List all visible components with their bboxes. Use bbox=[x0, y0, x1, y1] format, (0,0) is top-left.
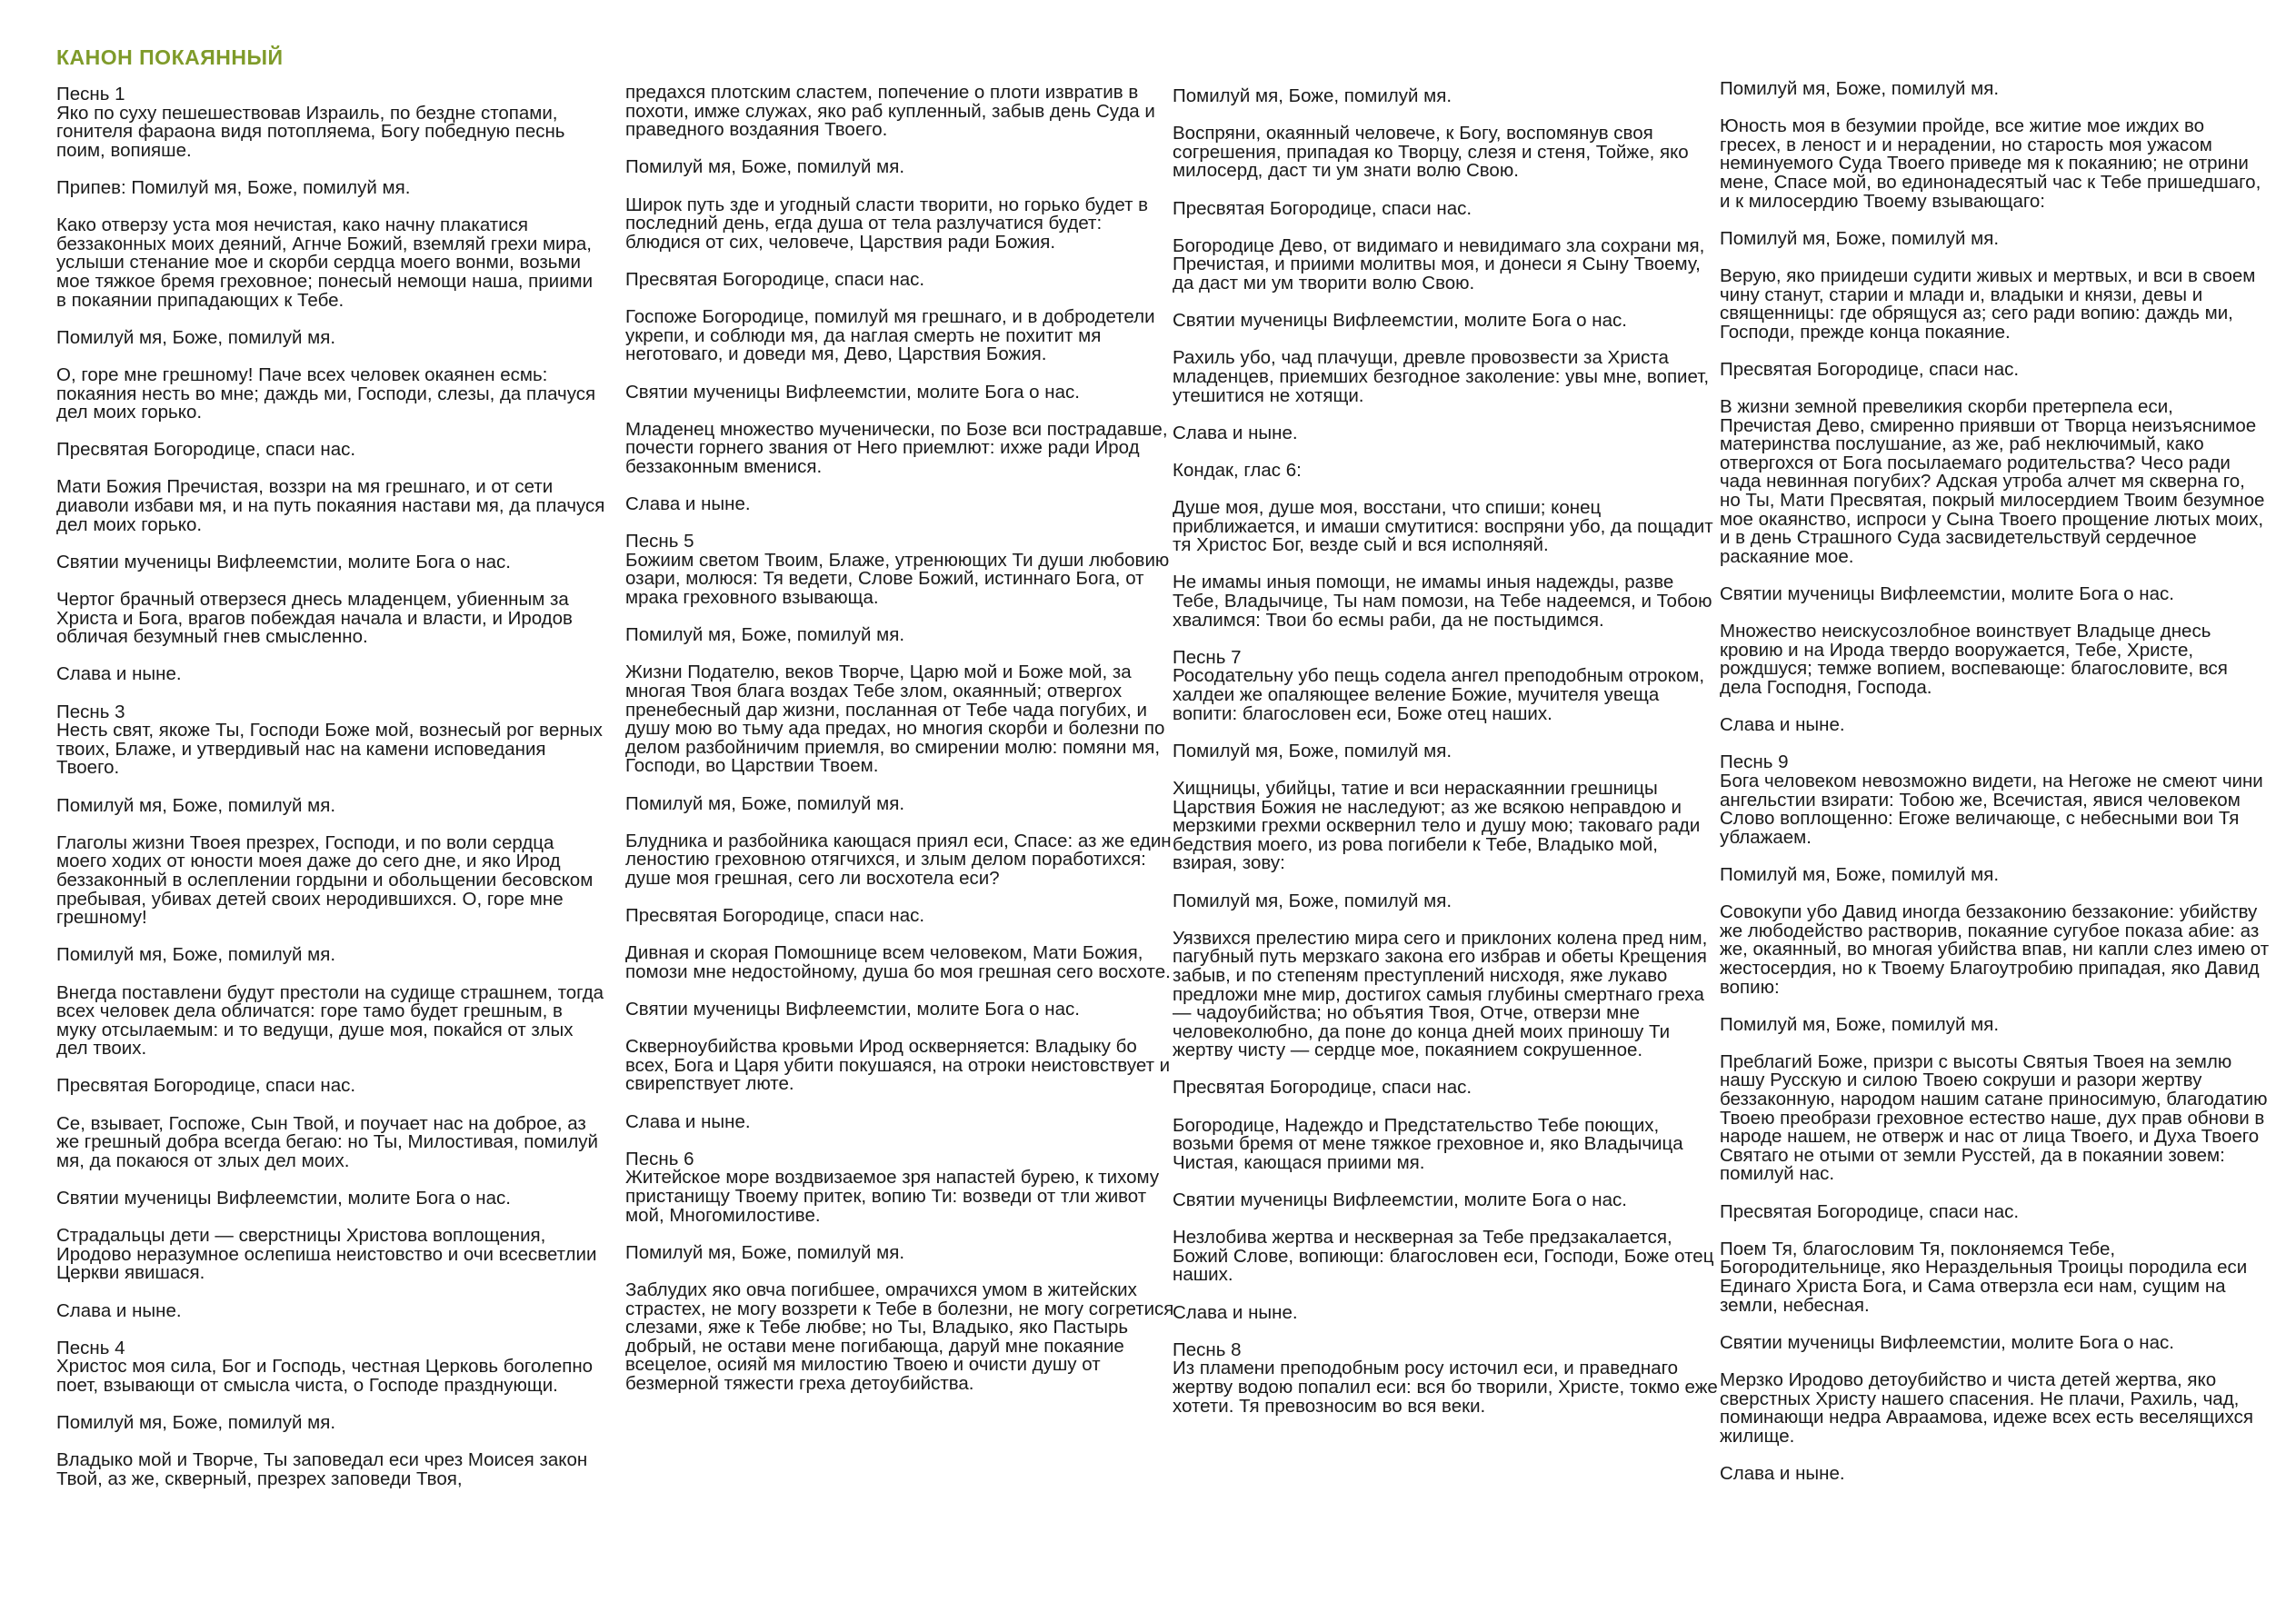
text-paragraph: Уязвихся прелестию мира сего и приклоних колена пред ним, пагубный путь мерзкаго закона его избрав и обеты Крещения забыв, и по степеням преступлений нисходя, яже лукаво предложи мне мир, достигох самыя глубины смертнаго греха — чадоубийства; но объятия Твоя, Отче, отверзи мне человеколюбно, да поне до конца дней моих приношу Ти жертву чисту — сердце мое, покаянием сокрушенное. bbox=[1173, 927, 1708, 1061]
text-paragraph: Помилуй мя, Боже, помилуй мя. bbox=[1720, 1013, 2000, 1035]
text-paragraph: Святии мученицы Вифлеемстии, молите Бога о нас. bbox=[625, 381, 1080, 403]
text-paragraph: Страдальцы дети — сверстницы Христова воплощения, Иродово неразумное ослепиша неистовство и очи всесветлии Церкви явишася. bbox=[56, 1225, 597, 1284]
text-paragraph: В жизни земной превеликия скорби претерпела еси, Пречистая Дево, смиренно приявши от Творца неизъяснимое материнства послушание, аз же, раб неключимый, како отвергохся от Бога посылаемаго родительства? Чесо ради чада невинная погубих? Адская утроба алчет мя скверна го, но Ты, Мати Пресвятая, покрый милосердием Твоим безумное мое окаянство, испроси у Сына Твоего прощение лютых моих, и в день Страшного Суда засвидетельствуй сердечное раскаяние мое. bbox=[1720, 396, 2265, 567]
text-paragraph: Мерзко Иродово детоубийство и чиста детей жертва, яко сверстных Христу нашего спасения. Не плачи, Рахиль, чад, поминающи недра Авраамова, идеже всех есть веселящихся жилище. bbox=[1720, 1368, 2254, 1447]
text-paragraph: Слава и ныне. bbox=[56, 1299, 182, 1321]
text-paragraph: Внегда поставлени будут престоли на судище страшнем, тогда всех человек дела обличатся: горе тамо будет грешным, в муку отсылаемым: и то ведущи, душе моя, покайся от злых дел твоих. bbox=[56, 981, 604, 1060]
text-paragraph: Несть свят, якоже Ты, Господи Боже мой, вознесый рог верных твоих, Блаже, и утвердивый нас на камени исповедания Твоего. bbox=[56, 720, 603, 779]
text-paragraph: Помилуй мя, Боже, помилуй мя. bbox=[1720, 78, 2000, 99]
text-paragraph: Слава и ныне. bbox=[1720, 1462, 1845, 1484]
text-paragraph: Блудника и разбойника кающася приял еси, Спасе: аз же един леностию греховною отягчихся, и злым делом поработихся: душе моя грешная, сего ли восхотела еси? bbox=[625, 830, 1172, 889]
text-column-1 bbox=[56, 85, 606, 1508]
text-paragraph: Пресвятая Богородице, спаси нас. bbox=[56, 1075, 356, 1097]
text-paragraph: Воспряни, окаянный человече, к Богу, воспомянув своя согрешения, припадая ко Творцу, слезя и стеня, Тойже, яко милосерд, даст ти ум знати волю Свою. bbox=[1173, 123, 1689, 182]
text-paragraph: Святии мученицы Вифлеемстии, молите Бога о нас. bbox=[1720, 1331, 2174, 1353]
text-paragraph: Совокупи убо Давид иногда беззаконию беззаконие: убийству же любодейство растворив, покаяние сугубое показа абие: аз же, окаянный, во многая убийства впав, ни капли слез имею от жестосердия, но к Твоему Благоутробию припадая, яко Давид вопию: bbox=[1720, 901, 2270, 998]
text-paragraph: Како отверзу уста моя нечистая, како начну плакатися беззаконных моих деяний, Агнче Божий, вземляй грехи мира, услыши стенание мое и скорби сердца моего вонми, возьми мое тяжкое бремя греховное; понесый немощи наша, приими в покаянии припадающих к Тебе. bbox=[56, 214, 594, 311]
text-paragraph: Помилуй мя, Боже, помилуй мя. bbox=[1173, 740, 1452, 761]
text-column-3 bbox=[1173, 87, 1722, 1435]
text-paragraph: Пресвятая Богородице, спаси нас. bbox=[1720, 358, 2020, 380]
text-paragraph: Христос моя сила, Бог и Господь, честная Церковь боголепно поет, взывающи от смысла чиста, о Господе празднующи. bbox=[56, 1356, 594, 1396]
text-paragraph: Мати Божия Пречистая, воззри на мя грешнаго, и от сети диаволи избави мя, и на путь покаяния настави мя, да плачуся дел моих горько. bbox=[56, 476, 605, 535]
text-paragraph: Душе моя, душе моя, восстани, что спиши; конец приближается, и имаши смутитися: воспряни убо, да пощадит тя Христос Бог, везде сый и вся исполняяй. bbox=[1173, 497, 1713, 556]
page-title: КАНОН ПОКАЯННЫЙ bbox=[56, 45, 284, 69]
text-paragraph: Жизни Подателю, веков Творче, Царю мой и Боже мой, за многая Твоя блага воздах Тебе злом, окаянный; отвергох пренебесный дар жизни, посланная от Тебе чада погубих, и душу мою во тьму ада предах, но многия скорби и болезни по делом разбойничим приемля, во смирении молю: помяни мя, Господи, во Царствии Твоем. bbox=[625, 662, 1165, 777]
text-paragraph: Незлобива жертва и нескверная за Тебе предзакалается, Божий Слове, вопиющи: благословен еси, Господи, Боже отец наших. bbox=[1173, 1227, 1714, 1286]
ode-heading: Песнь 4 bbox=[56, 1337, 125, 1358]
ode-heading: Песнь 6 bbox=[625, 1148, 694, 1169]
text-paragraph: Помилуй мя, Боже, помилуй мя. bbox=[56, 794, 336, 816]
text-paragraph: Помилуй мя, Боже, помилуй мя. bbox=[56, 326, 336, 348]
text-paragraph: Слава и ныне. bbox=[56, 663, 182, 685]
text-paragraph: Помилуй мя, Боже, помилуй мя. bbox=[625, 156, 905, 178]
text-paragraph: Святии мученицы Вифлеемстии, молите Бога о нас. bbox=[56, 551, 511, 572]
text-paragraph: Пресвятая Богородице, спаси нас. bbox=[1173, 1077, 1472, 1099]
text-paragraph: Пресвятая Богородице, спаси нас. bbox=[1173, 197, 1472, 219]
text-paragraph: Святии мученицы Вифлеемстии, молите Бога о нас. bbox=[625, 999, 1080, 1020]
text-paragraph: Помилуй мя, Боже, помилуй мя. bbox=[625, 624, 905, 646]
text-paragraph: Помилуй мя, Боже, помилуй мя. bbox=[56, 1412, 336, 1434]
ode-heading: Песнь 8 bbox=[1173, 1338, 1242, 1360]
text-paragraph: Верую, яко приидеши судити живых и мертвых, и вси в своем чину станут, старии и млади и, владыки и князи, девы и священницы: где обрящуся аз; сего ради вопию: даждь ми, Господи, прежде конца покаяние. bbox=[1720, 264, 2256, 343]
ode-heading: Песнь 5 bbox=[625, 531, 694, 552]
text-paragraph: Слава и ныне. bbox=[1720, 714, 1845, 736]
text-paragraph: О, горе мне грешному! Паче всех человек окаянен есмь: покаяния несть во мне; даждь ми, Господи, слезы, да плачуся дел моих горько. bbox=[56, 363, 596, 423]
text-paragraph: Глаголы жизни Твоея презрех, Господи, и по воли сердца моего ходих от юности моея даже до сего дне, и яко Ирод беззаконный в ослеплении гордыни и обольщении бесовском пребывая, убивах детей своих неродившихся. О, горе мне грешному! bbox=[56, 831, 594, 929]
text-paragraph: Широк путь зде и угодный сласти творити, но горько будет в последний день, егда душа от тела разлучатися будет: блюдися от сих, человече, Царствия ради Божия. bbox=[625, 194, 1149, 253]
text-paragraph: Слава и ныне. bbox=[625, 493, 751, 515]
text-paragraph: Се, взывает, Госпоже, Сын Твой, и поучает нас на доброе, аз же грешный добра всегда бегаю: но Ты, Милостивая, помилуй мя, да покаюся от злых дел моих. bbox=[56, 1112, 599, 1171]
text-paragraph: Преблагий Боже, призри с высоты Святыя Твоея на землю нашу Русскую и силою Твоею сокруши и разори жертву беззаконную, народом нашим сатане приносимую, благодатию Твоею преобрази греховное естество наше, дух прав обнови в народе нашем, не отверж и нас от лица Твоего, и Духа Твоего Святаго не отыми от земли Русстей, да в покаянии зовем: помилуй нас. bbox=[1720, 1050, 2268, 1185]
text-paragraph: Святии мученицы Вифлеемстии, молите Бога о нас. bbox=[1173, 1189, 1627, 1211]
text-paragraph: Помилуй мя, Боже, помилуй мя. bbox=[1173, 890, 1452, 911]
text-column-4 bbox=[1720, 80, 2270, 1502]
ode-heading: Песнь 3 bbox=[56, 701, 125, 722]
text-paragraph: Пресвятая Богородице, спаси нас. bbox=[625, 905, 925, 927]
text-paragraph: Юность моя в безумии пройде, все житие мое иждих во гресех, в леност и и нерадении, но старость моя ужасом неминуемого Суда Твоего приведе мя к покаянию; не отрини мене, Спасе мой, во единонадесятый час к Тебе пришедшаго, и к милосердию Твоему взывающаго: bbox=[1720, 115, 2261, 212]
text-paragraph: Поем Тя, благословим Тя, поклоняемся Тебе, Богородительнице, яко Нераздельныя Троицы породила еси Единаго Христа Бога, и Сама отверзла еси нам, сущим на земли, небесная. bbox=[1720, 1238, 2248, 1316]
text-paragraph: Помилуй мя, Боже, помилуй мя. bbox=[625, 1241, 905, 1263]
text-paragraph: Богородице Дево, от видимаго и невидимаго зла сохрани мя, Пречистая, и приими молитвы моя, и донеси я Сыну Твоему, да даст ми ум творити волю Свою. bbox=[1173, 234, 1705, 294]
text-paragraph: Дивная и скорая Помошнице всем человеком, Мати Божия, помози мне недостойному, душа бо моя грешная сего восхоте. bbox=[625, 942, 1171, 982]
ode-heading: Песнь 7 bbox=[1173, 646, 1242, 668]
text-paragraph: Слава и ныне. bbox=[1173, 1301, 1298, 1323]
text-paragraph: Множество неискусозлобное воинствует Владыце днесь кровию и на Ирода твердо вооружается, Тебе, Христе, рождшуся; темже вопием, воспевающе: благословите, вся дела Господня, Господа. bbox=[1720, 621, 2228, 698]
text-paragraph: Помилуй мя, Боже, помилуй мя. bbox=[1720, 863, 2000, 885]
text-paragraph: Бога человеком невозможно видети, на Негоже не смеют чини ангельстии взирати: Тобою же, Всечистая, явися человеком Слово воплощенно: Егоже величающе, с небесными вои Тя ублажаем. bbox=[1720, 770, 2263, 848]
text-paragraph: Помилуй мя, Боже, помилуй мя. bbox=[1720, 227, 2000, 249]
text-paragraph: Помилуй мя, Боже, помилуй мя. bbox=[625, 792, 905, 814]
text-paragraph: Слава и ныне. bbox=[1173, 422, 1298, 443]
text-paragraph: Росодательну убо пещь содела ангел преподобным отроком, халдеи же опаляющее веление Божие, мучителя увеща вопити: благословен еси, Боже отец наших. bbox=[1173, 665, 1705, 724]
text-paragraph: Житейское море воздвизаемое зря напастей бурею, к тихому пристанищу Твоему притек, вопию Ти: возведи от тли живот мой, Многомилостиве. bbox=[625, 1167, 1160, 1226]
text-paragraph: Богородице, Надеждо и Предстательство Тебе поющих, возьми бремя от мене тяжкое греховное и, яко Владычица Чистая, кающася приими мя. bbox=[1173, 1114, 1683, 1173]
text-paragraph: Припев: Помилуй мя, Боже, помилуй мя. bbox=[56, 176, 411, 198]
text-paragraph: Заблудих яко овча погибшее, омрачихся умом в житейских страстех, не могу воззрети к Тебе в болезни, не могу согретися слезами, яже к Тебе любве; но Ты, Владыко, яко Пастырь добрый, не остави мене погибающа, даруй мне покаяние всецелое, осияй мя милостию Твоею и очисти душу от безмерной тяжести греха детоубийства. bbox=[625, 1279, 1174, 1394]
text-paragraph: Не имамы иныя помощи, не имамы иныя надежды, разве Тебе, Владычице, Ты нам помози, на Тебе надеемся, и Тобою хвалимся: Твои бо есмы раби, да не постыдимся. bbox=[1173, 572, 1712, 631]
text-paragraph: Кондак, глас 6: bbox=[1173, 459, 1302, 481]
text-paragraph: Святии мученицы Вифлеемстии, молите Бога о нас. bbox=[56, 1188, 511, 1209]
text-paragraph: Хищницы, убийцы, татие и вси нераскаяннии грешницы Царствия Божия не наследуют; аз же всякою неправдою и мерзкими грехми осквернил тело и душу мою; таковаго ради бедствия моего, из рова погибели к Тебе, Владыко мой, взирая, зову: bbox=[1173, 777, 1701, 874]
ode-heading: Песнь 9 bbox=[1720, 751, 1789, 773]
text-paragraph: Скверноубийства кровьми Ирод оскверняется: Владыку бо всех, Бога и Царя убити покушаяся, на отроки неистовствует и свирепствует люте. bbox=[625, 1036, 1171, 1095]
text-paragraph: Пресвятая Богородице, спаси нас. bbox=[56, 439, 356, 461]
text-paragraph: Помилуй мя, Боже, помилуй мя. bbox=[1173, 85, 1452, 106]
text-paragraph: Божиим светом Твоим, Блаже, утренюющих Ти души любовию озари, молюся: Тя ведети, Слове Божий, истиннаго Бога, от мрака греховного взывающа. bbox=[625, 549, 1170, 609]
text-paragraph: Пресвятая Богородице, спаси нас. bbox=[625, 268, 925, 290]
text-paragraph: Слава и ныне. bbox=[625, 1110, 751, 1132]
text-paragraph: Из пламени преподобным росу источил еси, и праведнаго жертву водою попалил еси: вся бо творили, Христе, токмо еже хотети. Тя превозносим во вся веки. bbox=[1173, 1358, 1718, 1417]
text-paragraph: Чертог брачный отверзеся днесь младенцем, убиенным за Христа и Бога, врагов побеждая начала и власти, и Иродов обличая безумный гнев смысленно. bbox=[56, 589, 573, 648]
text-paragraph: Помилуй мя, Боже, помилуй мя. bbox=[56, 944, 336, 966]
text-paragraph: предахся плотским сластем, попечение о плоти извратив в похоти, имже служах, яко раб купленный, забыв день Суда и праведного воздаяния Твоего. bbox=[625, 82, 1155, 141]
text-paragraph: Святии мученицы Вифлеемстии, молите Бога о нас. bbox=[1720, 583, 2174, 605]
text-paragraph: Яко по суху пешешествовав Израиль, по бездне стопами, гонителя фараона видя потопляема, Богу победную песнь поим, вопияше. bbox=[56, 102, 565, 161]
text-paragraph: Госпоже Богородице, помилуй мя грешнаго, и в добродетели укрепи, и соблюди мя, да наглая смерть не похитит мя неготоваго, и доведи мя, Дево, Царствия Божия. bbox=[625, 306, 1155, 365]
text-paragraph: Рахиль убо, чад плачущи, древле провозвести за Христа младенцев, приемших безгодное заколение: увы мне, вопиет, утешитися не хотящи. bbox=[1173, 347, 1710, 406]
text-column-2 bbox=[625, 84, 1175, 1412]
text-paragraph: Младенец множество мученически, по Бозе вси пострадавше, почести горнего звания от Него приемлют: ихже ради Ирод беззаконным вменися. bbox=[625, 418, 1168, 477]
text-paragraph: Святии мученицы Вифлеемстии, молите Бога о нас. bbox=[1173, 310, 1627, 332]
ode-heading: Песнь 1 bbox=[56, 84, 125, 104]
text-paragraph: Владыко мой и Творче, Ты заповедал еси чрез Моисея закон Твой, аз же, скверный, презрех заповеди Твоя, bbox=[56, 1449, 588, 1489]
text-paragraph: Пресвятая Богородице, спаси нас. bbox=[1720, 1200, 2020, 1222]
